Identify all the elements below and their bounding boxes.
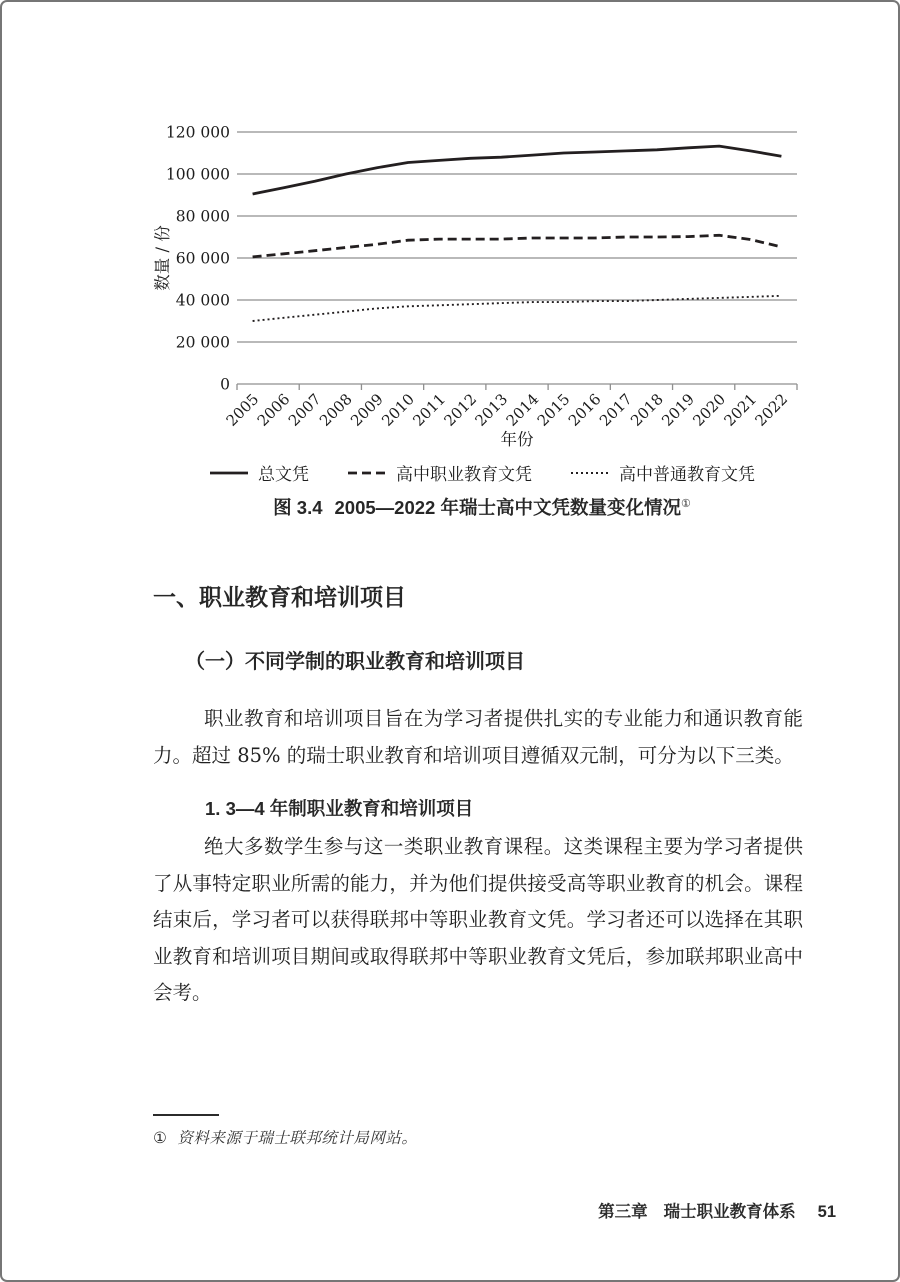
x-tick-label: 2018	[627, 390, 667, 430]
legend-item	[209, 460, 309, 485]
x-tick-label: 2021	[720, 390, 761, 430]
legend-label: 总文凭	[258, 465, 309, 485]
y-tick-label: 60 000	[175, 249, 230, 268]
y-tick-label: 100 000	[165, 165, 230, 184]
x-tick-label: 2017	[595, 390, 636, 430]
footnote-marker: ①	[153, 1129, 168, 1147]
figure-caption	[142, 494, 822, 520]
section-heading-1: 一、职业教育和培训项目	[153, 584, 406, 610]
x-tick-label: 2019	[658, 390, 698, 430]
section-heading-2: （一）不同学制的职业教育和培训项目	[185, 651, 525, 673]
paragraph-2: 绝大多数学生参与这一类职业教育课程。这类课程主要为学习者提供了从事特定职业所需的能力，并为他们提供接受高等职业教育的机会。课程结束后，学习者可以获得联邦中等职业教育文凭。学习者还可以选择在其职业教育和培训项目期间或取得联邦中等职业教育文凭后，参加联邦职业高中会考。	[153, 835, 803, 1004]
legend-swatch-dotted	[570, 467, 610, 479]
footnote-divider	[153, 1114, 219, 1116]
legend-item	[347, 460, 532, 485]
x-tick-label: 2013	[471, 390, 512, 430]
x-tick-label: 2005	[222, 390, 263, 430]
legend-label: 高中普通教育文凭	[619, 465, 755, 485]
chart-legend	[142, 460, 822, 485]
y-tick-label: 80 000	[175, 207, 230, 226]
y-tick-label: 0	[220, 375, 230, 394]
section-heading-3: 1. 3—4 年制职业教育和培训项目	[205, 798, 474, 819]
footer-section: 瑞士职业教育体系	[663, 1203, 796, 1221]
paragraph-1: 职业教育和培训项目旨在为学习者提供扎实的专业能力和通识教育能力。超过 85% 的瑞士职业教育和培训项目遵循双元制，可分为以下三类。	[153, 707, 803, 767]
x-tick-label: 2007	[284, 390, 325, 430]
figure-footnote-ref: ①	[680, 497, 691, 510]
y-tick-label: 120 000	[165, 123, 230, 142]
y-tick-label: 20 000	[175, 333, 230, 352]
x-tick-label: 2008	[315, 390, 356, 430]
x-tick-label: 2020	[689, 390, 730, 430]
x-tick-label: 2010	[378, 390, 418, 430]
x-tick-label: 2009	[347, 390, 387, 430]
diploma-line-chart	[140, 108, 830, 460]
footnote	[153, 1126, 803, 1148]
x-axis-title: 年份	[500, 430, 534, 449]
chart-canvas	[140, 108, 830, 460]
footnote-text: 资料来源于瑞士联邦统计局网站。	[177, 1129, 418, 1147]
figure-label: 图 3.4	[273, 497, 323, 518]
page-footer	[598, 1198, 836, 1222]
x-tick-label: 2011	[409, 390, 450, 430]
footer-chapter: 第三章	[598, 1203, 648, 1221]
legend-swatch-dashed	[347, 467, 387, 479]
figure-title: 2005—2022 年瑞士高中文凭数量变化情况	[334, 497, 681, 518]
page-number: 51	[817, 1203, 836, 1221]
series-line-solid	[253, 146, 782, 194]
x-tick-label: 2015	[533, 390, 574, 430]
series-line-dashed	[253, 235, 782, 257]
x-tick-label: 2014	[502, 390, 543, 430]
x-tick-label: 2016	[564, 390, 605, 430]
y-tick-label: 40 000	[175, 291, 230, 310]
legend-swatch-solid	[209, 467, 249, 479]
x-tick-label: 2012	[440, 390, 481, 430]
x-tick-label: 2022	[751, 390, 792, 430]
legend-label: 高中职业教育文凭	[396, 465, 532, 485]
legend-item	[570, 460, 755, 485]
y-axis-title: 数量 / 份	[153, 225, 172, 291]
x-tick-label: 2006	[253, 390, 294, 430]
